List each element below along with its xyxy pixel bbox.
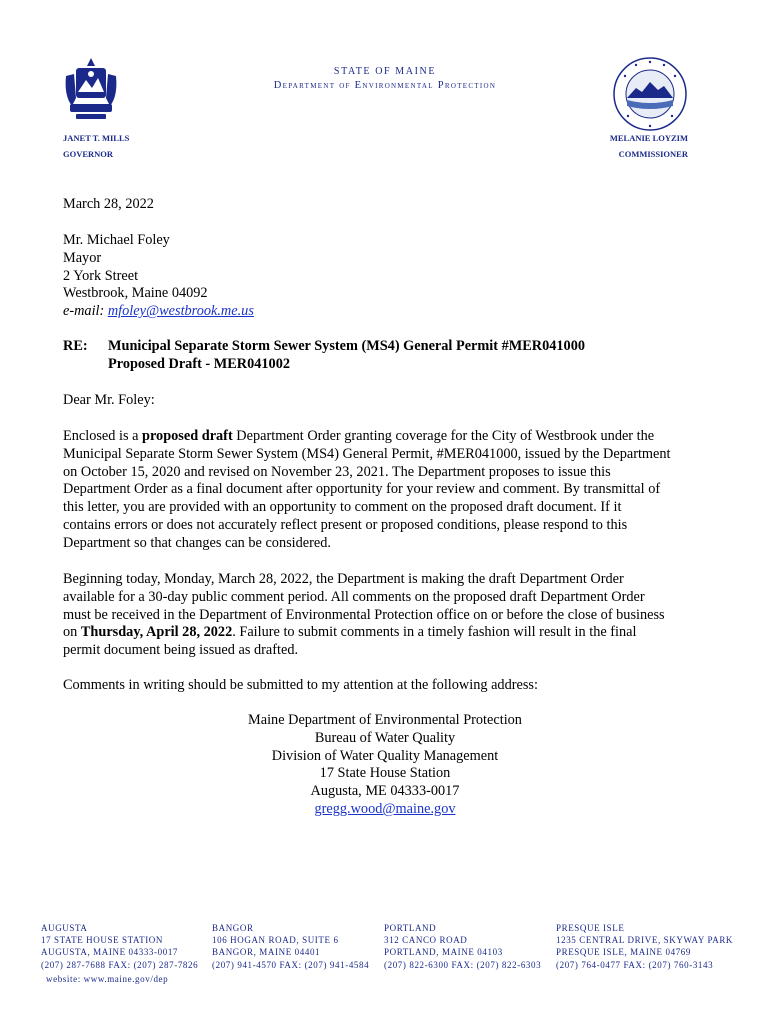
p2-line-3: must be received in the Department of Environmental Protection office on or before the close of business [63, 606, 665, 623]
re-label: RE: [63, 338, 88, 354]
footer-augusta-line: AUGUSTA [41, 923, 88, 933]
p1-text-a: Enclosed is a [63, 428, 143, 444]
footer-bangor-line: BANGOR [212, 923, 254, 933]
footer-augusta [41, 922, 198, 971]
block-line-4: 17 State House Station [319, 765, 451, 782]
footer-presque-isle [556, 922, 733, 971]
paragraph-3 [63, 677, 713, 695]
commissioner-name: MELANIE LOYZIM [609, 133, 688, 143]
footer-bangor-line: 106 HOGAN ROAD, SUITE 6 [212, 935, 339, 946]
re-line-2: Proposed Draft - MER041002 [108, 355, 290, 372]
p3-line-1: Comments in writing should be submitted to my attention at the following address: [63, 677, 538, 693]
salutation: Dear Mr. Foley: [63, 392, 155, 408]
footer-presque-isle-line: PRESQUE ISLE, MAINE 04769 [556, 947, 692, 958]
p1-line-5: this letter, you are provided with an opportunity to comment on the proposed draft document. If it [63, 499, 622, 516]
dep-seal-icon [612, 56, 688, 132]
commissioner-title: COMMISSIONER [618, 149, 688, 159]
governor-name: JANET T. MILLS [63, 133, 130, 143]
letter-date: March 28, 2022 [63, 196, 154, 212]
p2-line-4 [63, 624, 713, 642]
footer-presque-isle-line: 1235 CENTRAL DRIVE, SKYWAY PARK [556, 935, 734, 946]
p1-line-7: Department so that changes can be considered. [63, 534, 331, 551]
state-name: STATE OF MAINE [333, 66, 437, 77]
p2-line-2: available for a 30-day public comment period. All comments on the proposed draft Department Order [63, 588, 645, 605]
footer-portland-line: (207) 822-6300 FAX: (207) 822-6303 [384, 959, 542, 970]
p2-text-a: on [63, 624, 81, 641]
footer-bangor-line: BANGOR, MAINE 04401 [212, 947, 321, 958]
paragraph-2 [63, 571, 713, 660]
p1-line-4: Department Order as a final document after opportunity for your review and comment. By transmittal of [63, 481, 661, 498]
footer-bangor [212, 922, 369, 971]
paragraph-1 [63, 428, 713, 553]
recipient-street: 2 York Street [63, 267, 139, 284]
footer-website[interactable]: website: www.maine.gov/dep [46, 974, 169, 984]
block-line-2: Bureau of Water Quality [314, 729, 456, 746]
p1-line-6: contains errors or does not accurately reflect present or proposed conditions, please respond to this [63, 516, 628, 533]
footer-bangor-line: (207) 941-4570 FAX: (207) 941-4584 [212, 959, 370, 970]
p2-line-5: permit document being issued as drafted. [63, 642, 299, 659]
p1-line-1 [63, 428, 713, 446]
recipient-address [63, 232, 254, 321]
recipient-email-line [63, 303, 254, 321]
recipient-name: Mr. Michael Foley [63, 232, 170, 248]
p1-bold-draft: proposed draft [142, 428, 233, 444]
department-name: Department of Environmental Protection [273, 80, 497, 91]
recipient-email-link[interactable]: mfoley@westbrook.me.us [107, 303, 254, 320]
p2-text-c: . Failure to submit comments in a timely fashion will result in the final [232, 624, 637, 641]
footer-presque-isle-line: (207) 764-0477 FAX: (207) 760-3143 [556, 959, 714, 970]
block-line-3: Division of Water Quality Management [271, 747, 499, 764]
block-line-5: Augusta, ME 04333-0017 [310, 783, 460, 800]
footer-augusta-line: (207) 287-7688 FAX: (207) 287-7826 [41, 959, 199, 970]
footer-augusta-line: 17 STATE HOUSE STATION [41, 935, 164, 946]
p2-line-1: Beginning today, Monday, March 28, 2022, the Department is making the draft Department Order [63, 571, 624, 587]
recipient-city: Westbrook, Maine 04092 [63, 285, 208, 302]
email-label: e-mail: [63, 303, 108, 320]
footer-presque-isle-line: PRESQUE ISLE [556, 923, 625, 933]
footer-portland-line: 312 CANCO ROAD [384, 935, 468, 946]
mailing-address-block [0, 712, 770, 819]
footer-portland-line: PORTLAND [384, 923, 437, 933]
p2-deadline: Thursday, April 28, 2022 [80, 624, 233, 641]
governor-title: GOVERNOR [63, 149, 114, 159]
p1-line-2: Municipal Separate Storm Sewer System (MS4) General Permit, #MER041000, issued by the Department [63, 445, 671, 462]
footer-portland-line: PORTLAND, MAINE 04103 [384, 947, 503, 958]
re-subject [108, 338, 585, 374]
contact-email-link[interactable]: gregg.wood@maine.gov [314, 800, 456, 817]
footer-portland [384, 922, 541, 971]
footer-augusta-line: AUGUSTA, MAINE 04333-0017 [41, 947, 179, 958]
p1-text-c: Department Order granting coverage for the City of Westbrook under the [232, 428, 655, 444]
recipient-title: Mayor [63, 249, 102, 266]
p1-line-3: on October 15, 2020 and revised on November 23, 2021. The Department proposes to issue this [63, 463, 611, 480]
block-line-1: Maine Department of Environmental Protection [248, 712, 522, 728]
re-line-1: Municipal Separate Storm Sewer System (MS4) General Permit #MER041000 [108, 338, 586, 354]
